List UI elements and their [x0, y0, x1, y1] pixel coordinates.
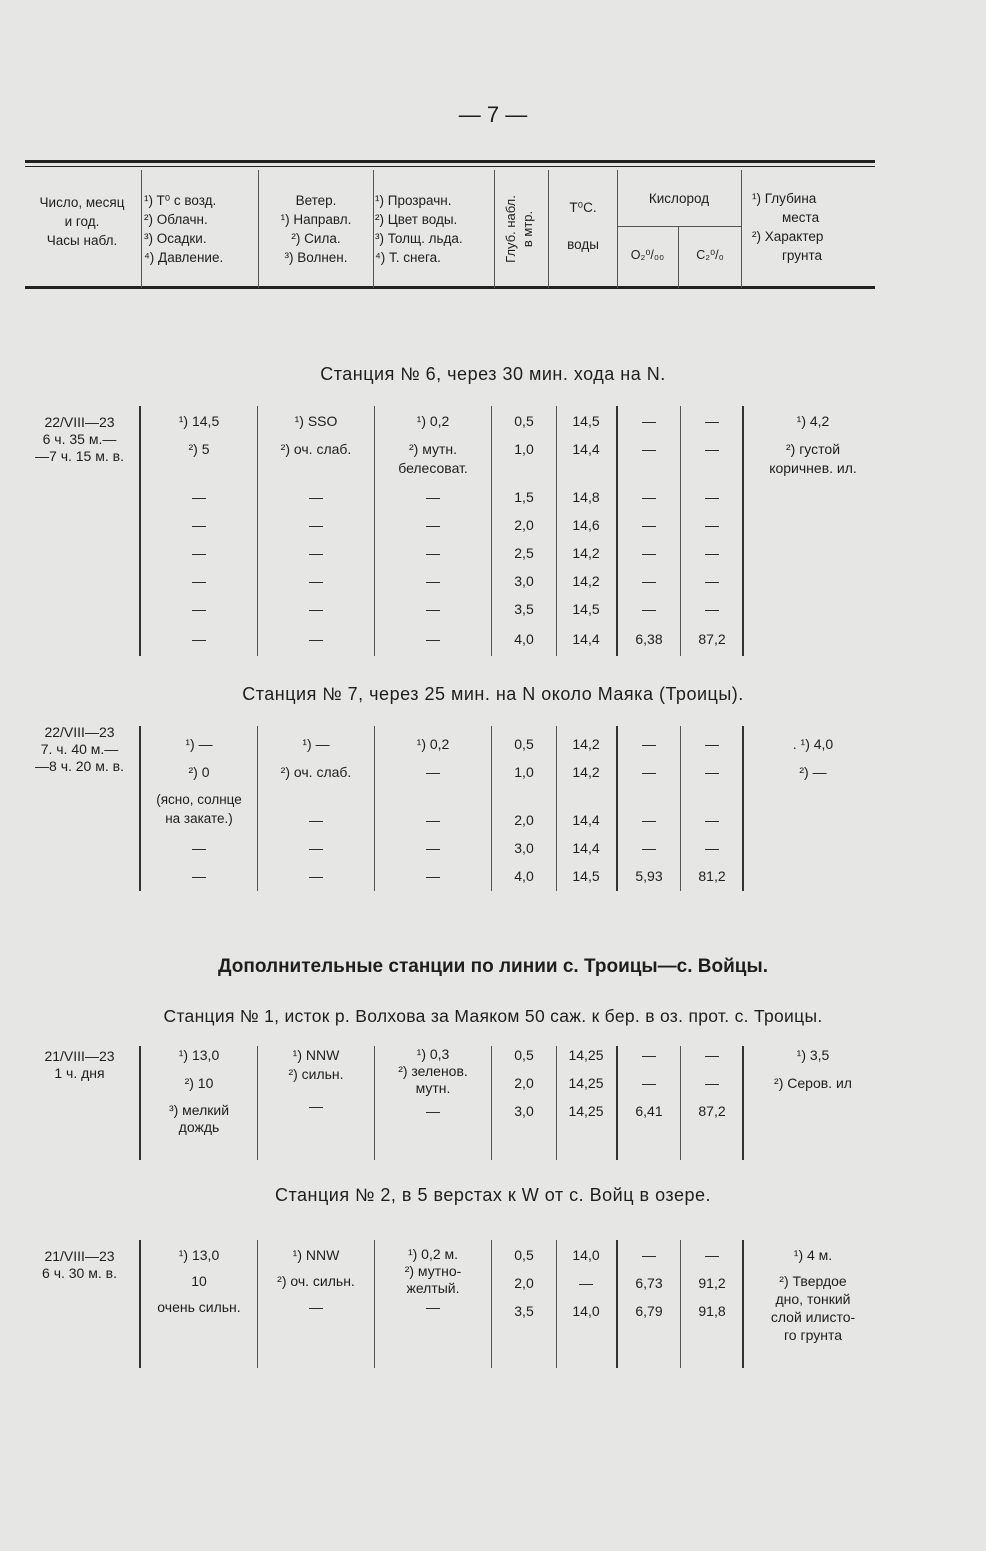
table-cell: 14,25: [568, 1047, 604, 1063]
table-cell: —: [705, 601, 719, 617]
table-cell: 14,2: [572, 573, 600, 589]
table-cell: 14,2: [572, 736, 600, 752]
table-cell: —: [642, 545, 656, 561]
table-cell: 1,5: [514, 489, 534, 505]
table-cell: 3,5: [514, 1303, 534, 1319]
station-1-title: Станция № 1, исток р. Волхова за Маяком 50 саж. к бер. в оз. прот. с. Троицы.: [163, 1006, 823, 1026]
station-6-date: 22/VIII—23 6 ч. 35 м.— —7 ч. 15 м. в.: [35, 414, 124, 464]
table-cell: —: [579, 1275, 593, 1291]
station-7-date: 22/VIII—23 7. ч. 40 м.— —8 ч. 20 м. в.: [35, 724, 124, 774]
table-cell: 14,5: [572, 601, 600, 617]
table-cell: —: [309, 840, 323, 856]
table-cell: —: [705, 1247, 719, 1263]
table-cell: —: [642, 517, 656, 533]
table-cell: 6,79: [635, 1303, 663, 1319]
station-2-transparency: ¹) 0,2 м. ²) мутно- желтый. —: [404, 1246, 462, 1315]
table-cell: —: [309, 517, 323, 533]
station-1-air: ¹) 13,0 ²) 10 ³) мелкий дождь: [168, 1047, 230, 1135]
station-7-title: Станция № 7, через 25 мин. на N около Маяка (Троицы).: [242, 684, 744, 704]
table-cell: —: [426, 868, 440, 884]
table-cell: —: [642, 489, 656, 505]
table-cell: —: [426, 489, 440, 505]
table-cell: 14,5: [572, 868, 600, 884]
table-cell: —: [642, 812, 656, 828]
table-cell: 87,2: [698, 1103, 726, 1119]
table-cell: 14,4: [572, 812, 600, 828]
table-cell: —: [309, 545, 323, 561]
table-cell: 4,0: [514, 868, 534, 884]
table-cell: 1,0: [514, 441, 534, 457]
table-cell: 2,0: [514, 1275, 534, 1291]
table-cell: —: [426, 631, 440, 647]
table-cell: 6,38: [635, 631, 663, 647]
page-number: — 7 —: [458, 102, 528, 127]
table-cell: 3,0: [514, 573, 534, 589]
table-cell: 2,0: [514, 1075, 534, 1091]
table-cell: —: [192, 868, 206, 884]
header-oxygen-percent: C₂⁰/₀: [696, 248, 724, 262]
table-cell: —: [642, 1047, 656, 1063]
station-7-transparency: ¹) 0,2: [416, 736, 450, 752]
table-cell: 1,0: [514, 764, 534, 780]
header-bottom: ¹) Глубина места ²) Характер грунта: [752, 191, 824, 263]
table-cell: 14,4: [572, 840, 600, 856]
table-cell: —: [309, 489, 323, 505]
station-6-wind: ¹) SSO ²) оч. слаб.: [280, 413, 352, 457]
station-7-air: ¹) — ²) 0 (ясно, солнце на закате.): [156, 736, 242, 826]
table-cell: 0,5: [514, 1247, 534, 1263]
table-cell: 14,4: [572, 441, 600, 457]
header-air-params: ¹) T⁰ с возд. ²) Облачн. ³) Осадки. ⁴) Давление.: [144, 193, 224, 265]
station-6-title: Станция № 6, через 30 мин. хода на N.: [320, 364, 666, 384]
table-cell: —: [642, 1247, 656, 1263]
table-cell: —: [192, 631, 206, 647]
table-cell: 14,2: [572, 764, 600, 780]
table-cell: 2,5: [514, 545, 534, 561]
table-cell: —: [642, 840, 656, 856]
header-oxygen-per-mille: O₂⁰/₀₀: [630, 248, 665, 262]
table-cell: 3,0: [514, 840, 534, 856]
station-2-date: 21/VIII—23 6 ч. 30 м. в.: [42, 1248, 117, 1281]
table-cell: —: [426, 573, 440, 589]
table-cell: —: [705, 573, 719, 589]
station-7-bottom: . ¹) 4,0 ²) —: [792, 736, 834, 780]
table-cell: 14,4: [572, 631, 600, 647]
table-cell: —: [192, 573, 206, 589]
table-cell: —: [705, 517, 719, 533]
table-cell: —: [426, 840, 440, 856]
table-cell: 6,73: [635, 1275, 663, 1291]
station-7-wind: ¹) — ²) оч. слаб.: [280, 736, 352, 780]
header-water-temp: T⁰C. воды: [567, 200, 599, 252]
table-cell: 3,5: [514, 601, 534, 617]
table-cell: —: [192, 545, 206, 561]
table-cell: 0,5: [514, 736, 534, 752]
table-cell: —: [192, 489, 206, 505]
table-cell: 87,2: [698, 631, 726, 647]
table-cell: —: [309, 573, 323, 589]
header-wind: Ветер. ¹) Направл. ²) Сила. ³) Волнен.: [280, 193, 352, 265]
header-transparency: ¹) Прозрачн. ²) Цвет воды. ³) Толщ. льда. ⁴) Т. снега.: [375, 193, 463, 265]
table-cell: 6,41: [635, 1103, 663, 1119]
table-cell: 14,6: [572, 517, 600, 533]
table-cell: —: [426, 812, 440, 828]
table-cell: —: [642, 441, 656, 457]
table-cell: 0,5: [514, 413, 534, 429]
table-cell: —: [705, 840, 719, 856]
header-oxygen: Кислород: [648, 191, 710, 206]
header-depth: Глуб. набл. в мтр.: [503, 195, 535, 263]
table-cell: —: [309, 631, 323, 647]
station-1-transparency: ¹) 0,3 ²) зеленов. мутн. —: [398, 1046, 468, 1119]
table-cell: 14,5: [572, 413, 600, 429]
table-cell: 91,8: [698, 1303, 726, 1319]
table-cell: 3,0: [514, 1103, 534, 1119]
table-cell: —: [642, 736, 656, 752]
station-2-title: Станция № 2, в 5 верстах к W от с. Войц в озере.: [274, 1185, 711, 1205]
table-cell: —: [705, 1047, 719, 1063]
table-cell: 14,2: [572, 545, 600, 561]
station-2-bottom: ¹) 4 м. ²) Твердое дно, тонкий слой илисто- го грунта: [770, 1247, 856, 1343]
table-cell: —: [309, 812, 323, 828]
table-cell: 0,5: [514, 1047, 534, 1063]
table-cell: —: [309, 868, 323, 884]
station-6-bottom: ¹) 4,2 ²) густой коричнев. ил.: [769, 413, 857, 476]
table-cell: —: [309, 601, 323, 617]
header-date-time: Число, месяц и год. Часы набл.: [39, 195, 125, 248]
table-cell: —: [705, 736, 719, 752]
table-cell: —: [426, 545, 440, 561]
table-cell: —: [192, 517, 206, 533]
station-1-wind: ¹) NNW ²) сильн. —: [288, 1047, 344, 1114]
table-cell: —: [705, 413, 719, 429]
table-cell: —: [705, 764, 719, 780]
table-cell: —: [642, 573, 656, 589]
table-cell: —: [705, 441, 719, 457]
station-6-transparency: ¹) 0,2 ²) мутн. белесоват.: [398, 413, 468, 476]
table-cell: —: [705, 489, 719, 505]
table-cell: 14,8: [572, 489, 600, 505]
station-2-wind: ¹) NNW ²) оч. сильн. —: [277, 1247, 355, 1315]
table-cell: 91,2: [698, 1275, 726, 1291]
table-cell: 14,0: [572, 1303, 600, 1319]
table-cell: —: [642, 601, 656, 617]
table-cell: —: [426, 601, 440, 617]
table-cell: 2,0: [514, 517, 534, 533]
table-cell: —: [642, 1075, 656, 1091]
station-1-bottom: ¹) 3,5 ²) Серов. ил: [774, 1047, 852, 1091]
table-cell: —: [192, 601, 206, 617]
table-cell: 14,0: [572, 1247, 600, 1263]
table-cell: 5,93: [635, 868, 663, 884]
station-2-air: ¹) 13,0 10 очень сильн.: [157, 1247, 241, 1315]
table-cell: —: [426, 764, 440, 780]
table-cell: —: [642, 764, 656, 780]
table-cell: —: [426, 517, 440, 533]
table-cell: 2,0: [514, 812, 534, 828]
table-cell: —: [642, 413, 656, 429]
table-cell: —: [705, 545, 719, 561]
table-cell: —: [705, 1075, 719, 1091]
table-cell: 81,2: [698, 868, 726, 884]
station-1-date: 21/VIII—23 1 ч. дня: [44, 1048, 115, 1081]
station-6-air: ¹) 14,5 ²) 5: [178, 413, 220, 457]
table-cell: —: [192, 840, 206, 856]
extra-stations-title: Дополнительные станции по линии с. Троицы—с. Войцы.: [218, 956, 768, 977]
table-cell: 14,25: [568, 1103, 604, 1119]
table-cell: 4,0: [514, 631, 534, 647]
table-cell: —: [705, 812, 719, 828]
table-cell: 14,25: [568, 1075, 604, 1091]
